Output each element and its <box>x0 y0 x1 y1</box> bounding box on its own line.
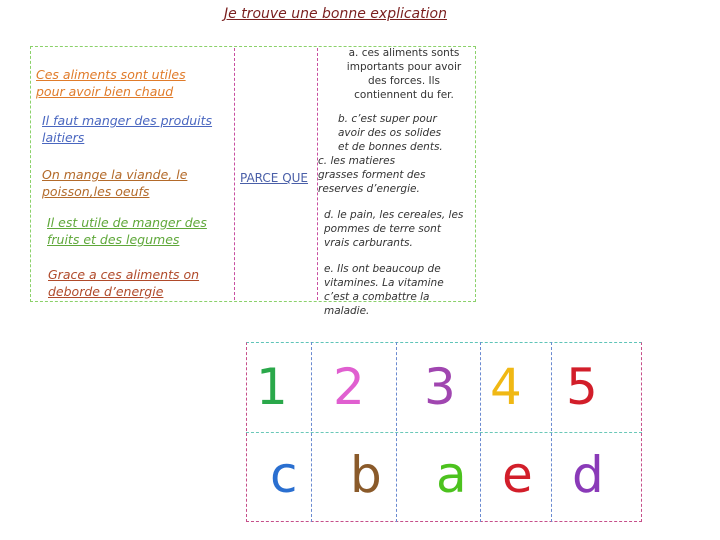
cause-item-4[interactable]: Il est utile de manger des fruits et des legumes <box>47 215 207 247</box>
answer-letter-1[interactable]: c <box>270 446 298 504</box>
answer-letter-5[interactable]: d <box>572 446 604 504</box>
connector-label: PARCE QUE <box>240 171 309 185</box>
answer-grid-divider-2 <box>396 342 397 522</box>
answer-grid-midline <box>246 432 642 433</box>
explanation-item-b[interactable]: b. c’est super pour avoir des os solides et de bonnes dents. <box>338 113 443 153</box>
answer-letter-2[interactable]: b <box>350 446 382 504</box>
cause-item-3[interactable]: On mange la viande, le poisson,les oeufs <box>42 167 188 199</box>
cause-item-5[interactable]: Grace a ces aliments on deborde d’energie <box>48 267 200 299</box>
page-title: Je trouve une bonne explication <box>224 6 447 22</box>
answer-grid-divider-1 <box>311 342 312 522</box>
answer-number-4: 4 <box>490 358 522 416</box>
explanation-item-e[interactable]: e. Ils ont beaucoup de vitamines. La vitamine c’est a combattre la maladie. <box>324 263 444 317</box>
answer-number-5: 5 <box>566 358 598 416</box>
answer-grid-divider-4 <box>551 342 552 522</box>
answer-letter-4[interactable]: e <box>502 446 533 504</box>
explanation-item-a[interactable]: a. ces aliments sonts importants pour avoir des forces. Ils contiennent du fer. <box>346 47 462 101</box>
answer-grid-divider-3 <box>480 342 481 522</box>
explanation-item-d[interactable]: d. le pain, les cereales, les pommes de terre sont vrais carburants. <box>324 209 464 249</box>
cause-item-2[interactable]: Il faut manger des produits laitiers <box>42 113 213 145</box>
divider-left <box>234 48 235 300</box>
answer-number-3: 3 <box>424 358 456 416</box>
answer-number-2: 2 <box>333 358 365 416</box>
answer-number-1: 1 <box>256 358 288 416</box>
explanation-item-c[interactable]: c. les matieres grasses forment des reserves d’energie. <box>318 155 426 195</box>
cause-item-1[interactable]: Ces aliments sont utiles pour avoir bien chaud <box>36 67 186 99</box>
answer-letter-3[interactable]: a <box>436 446 467 504</box>
